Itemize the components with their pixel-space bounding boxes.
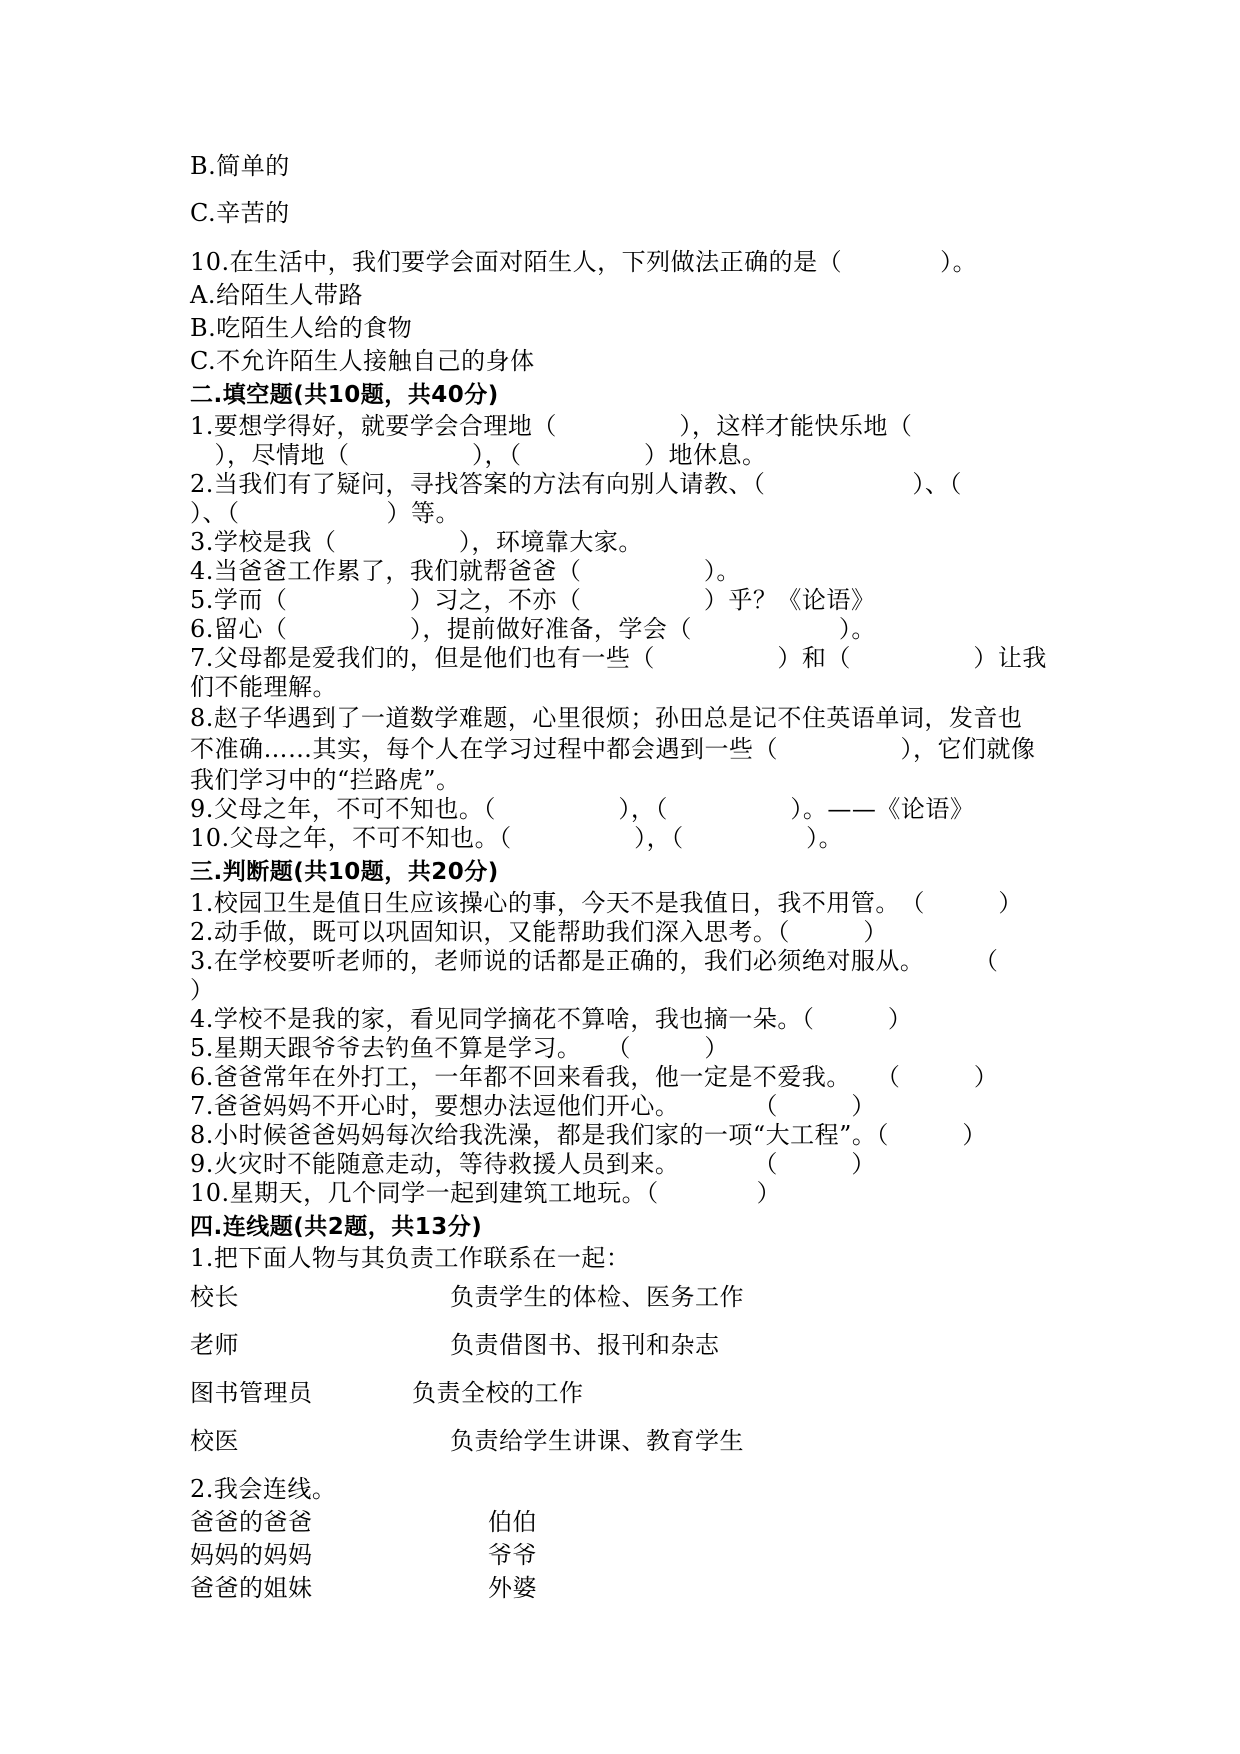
fill-q2-line2: ）、（ ）等。 bbox=[190, 499, 460, 527]
match2-left-item: 爸爸的爸爸 bbox=[190, 1508, 313, 1536]
judge-q4: 4.学校不是我的家，看见同学摘花不算啥，我也摘一朵。（ ） bbox=[190, 1005, 913, 1033]
judge-q5: 5.星期天跟爷爷去钓鱼不算是学习。 （ ） bbox=[190, 1034, 729, 1062]
match-q1-prompt: 1.把下面人物与其负责工作联系在一起： bbox=[190, 1244, 631, 1272]
fill-q4: 4.当爸爸工作累了，我们就帮爸爸（ ）。 bbox=[190, 557, 741, 585]
match1-left-item: 图书管理员 bbox=[190, 1379, 313, 1407]
match1-right-item: 负责全校的工作 bbox=[412, 1379, 584, 1407]
match2-right-item: 外婆 bbox=[488, 1574, 537, 1602]
judge-q3-line1: 3.在学校要听老师的，老师说的话都是正确的，我们必须绝对服从。 （ bbox=[190, 947, 999, 975]
section-heading-true-false: 三.判断题(共10题，共20分) bbox=[190, 859, 499, 885]
judge-q6: 6.爸爸常年在外打工，一年都不回来看我，他一定是不爱我。 （ ） bbox=[190, 1063, 999, 1091]
option-c-line: C.辛苦的 bbox=[190, 199, 290, 227]
fill-q8-line1: 8.赵子华遇到了一道数学难题，心里很烦；孙田总是记不住英语单词，发音也 bbox=[190, 704, 1023, 732]
match1-right-item: 负责学生的体检、医务工作 bbox=[450, 1283, 744, 1311]
fill-q1-line2: ），尽情地（ ），（ ）地休息。 bbox=[190, 441, 767, 469]
match1-left-item: 老师 bbox=[190, 1331, 239, 1359]
fill-q8-line2: 不准确……其实，每个人在学习过程中都会遇到一些（ ），它们就像 bbox=[190, 735, 1036, 763]
fill-q7-line1: 7.父母都是爱我们的，但是他们也有一些（ ）和（ ）让我 bbox=[190, 644, 1047, 672]
q10-option-b: B.吃陌生人给的食物 bbox=[190, 314, 413, 342]
question-10-text: 10.在生活中，我们要学会面对陌生人，下列做法正确的是（ ）。 bbox=[190, 248, 978, 276]
option-b-line: B.简单的 bbox=[190, 152, 290, 180]
q10-option-a: A.给陌生人带路 bbox=[190, 281, 363, 309]
fill-q7-line2: 们不能理解。 bbox=[190, 673, 337, 701]
match2-right-item: 伯伯 bbox=[488, 1508, 537, 1536]
judge-q10: 10.星期天，几个同学一起到建筑工地玩。（ ） bbox=[190, 1179, 782, 1207]
match1-right-item: 负责给学生讲课、教育学生 bbox=[450, 1427, 744, 1455]
judge-q2: 2.动手做，既可以巩固知识，又能帮助我们深入思考。（ ） bbox=[190, 918, 888, 946]
match1-left-item: 校长 bbox=[190, 1283, 239, 1311]
fill-q9: 9.父母之年，不可不知也。（ ），（ ）。——《论语》 bbox=[190, 795, 975, 823]
section-heading-matching: 四.连线题(共2题，共13分) bbox=[190, 1214, 483, 1240]
match1-left-item: 校医 bbox=[190, 1427, 239, 1455]
match2-left-item: 爸爸的姐妹 bbox=[190, 1574, 313, 1602]
fill-q3: 3.学校是我（ ），环境靠大家。 bbox=[190, 528, 643, 556]
judge-q9: 9.火灾时不能随意走动，等待救援人员到来。 （ ） bbox=[190, 1150, 876, 1178]
judge-q7: 7.爸爸妈妈不开心时，要想办法逗他们开心。 （ ） bbox=[190, 1092, 876, 1120]
fill-q8-line3: 我们学习中的“拦路虎”。 bbox=[190, 766, 461, 794]
section-heading-fill-blank: 二.填空题(共10题，共40分) bbox=[190, 382, 499, 408]
fill-q5: 5.学而（ ）习之，不亦（ ）乎？《论语》 bbox=[190, 586, 876, 614]
fill-q10: 10.父母之年，不可不知也。（ ），（ ）。 bbox=[190, 824, 844, 852]
fill-q6: 6.留心（ ），提前做好准备，学会（ ）。 bbox=[190, 615, 876, 643]
match2-right-item: 爷爷 bbox=[488, 1541, 537, 1569]
match1-right-item: 负责借图书、报刊和杂志 bbox=[450, 1331, 720, 1359]
fill-q2-line1: 2.当我们有了疑问，寻找答案的方法有向别人请教、（ ）、（ bbox=[190, 470, 962, 498]
judge-q8: 8.小时候爸爸妈妈每次给我洗澡，都是我们家的一项“大工程”。（ ） bbox=[190, 1121, 987, 1149]
q10-option-c: C.不允许陌生人接触自己的身体 bbox=[190, 347, 535, 375]
match2-left-item: 妈妈的妈妈 bbox=[190, 1541, 313, 1569]
judge-q1: 1.校园卫生是值日生应该操心的事，今天不是我值日，我不用管。 （ ） bbox=[190, 889, 1023, 917]
match-q2-prompt: 2.我会连线。 bbox=[190, 1475, 337, 1503]
fill-q1-line1: 1.要想学得好，就要学会合理地（ ），这样才能快乐地（ bbox=[190, 412, 913, 440]
judge-q3-line2: ） bbox=[190, 976, 215, 1004]
